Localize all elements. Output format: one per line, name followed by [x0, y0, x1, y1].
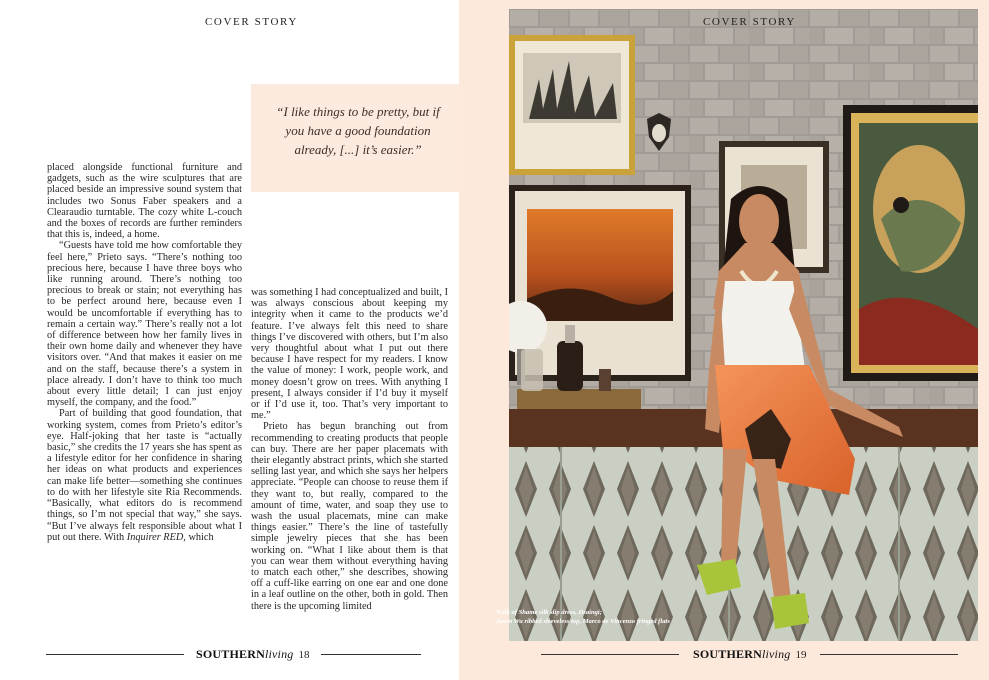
photo-illustration — [509, 9, 978, 641]
brand-bold: SOUTHERN — [693, 647, 762, 661]
article-column-2 — [251, 287, 448, 612]
magazine-brand — [196, 647, 293, 662]
publication-name: Inquirer RED — [126, 531, 184, 543]
brand-italic: living — [761, 647, 791, 661]
paragraph-text: Part of building that good foundation, that working system, comes from Prieto’s editor’s eye. Half-joking that her taste is “actually basic,” she credits the 17 years she has spent as a lifestyle editor for her confidence in sharing her ideas on what products and experiences can make life better—something she continues to do with her lifestyle site Ria Recommends. “Basically, what editors do is recommend things, so I’m not special that way,” she says. “But I’ve always felt responsible about what I put out there. With — [47, 408, 243, 543]
page-number: 18 — [298, 648, 310, 661]
left-page — [0, 0, 459, 680]
footer-rule — [321, 654, 421, 655]
brand-italic: living — [264, 647, 294, 661]
caption-line: Jason Wu ribbed sleeveless top, Marco de Vincenzo fringed flats — [496, 618, 670, 625]
right-page-header: COVER STORY — [703, 16, 796, 28]
left-page-footer — [46, 647, 421, 662]
page-number: 19 — [795, 648, 807, 661]
photo-caption — [496, 608, 736, 626]
footer-rule — [820, 654, 958, 655]
pull-quote: “I like things to be pretty, but if you have a good foundation already, [...] it’s easier.” — [276, 104, 440, 157]
framed-sketch — [509, 35, 635, 175]
right-page-footer — [541, 647, 958, 662]
paragraph: placed alongside functional furniture and gadgets, such as the wire sculptures that are placed beside an impressive sound system that includes two Sonus Faber speakers and a Clearaudio turntable. The cozy white L-couch and the boxes of records are further reminders that this is, indeed, a home. — [47, 162, 242, 241]
right-page — [459, 0, 989, 680]
brand-bold: SOUTHERN — [196, 647, 265, 661]
footer-rule — [46, 654, 184, 655]
paragraph — [47, 408, 242, 542]
left-page-header: COVER STORY — [205, 16, 298, 28]
paragraph-text: , which — [183, 531, 214, 543]
cover-photo — [509, 9, 978, 641]
footer-rule — [541, 654, 679, 655]
caption-line: Walk of Shame silk slip dress, Dzaingi; — [496, 609, 602, 616]
article-column-1 — [47, 162, 242, 543]
portrait-painting — [843, 105, 978, 381]
paragraph: Prieto has begun branching out from recommending to creating products that people can buy. There are her paper placemats with their elegantly abstract prints, which she started selling last year, and which she says her helpers appreciate. “People can choose to reuse them if they want to, but really, compared to the amount of time, water, and soap they use to wash the usual placemats, mine can make things easier.” There’s the line of tastefully simple jewelry pieces that she has been working on. “What I like about them is that you can wear them without everything having to match each other,” she describes, showing off a cuff-like earring on one ear and one done in a leaf outline on the other, both in gold. Then there is the upcoming limited — [251, 421, 448, 612]
magazine-brand — [693, 647, 790, 662]
pull-quote-box — [251, 84, 459, 192]
paragraph: was something I had conceptualized and built, I was always conscious about keeping my integrity when it came to the products we’d feature. I’ve always felt this need to share things I’ve discovered with others, but I’m also very thoughtful about what I put out there because I have respect for my readers. I know the value of money: I work, people work, and money doesn’t grow on trees. With anything I present, I always consider if I’d buy it myself or if I’d use it, too. That’s very important to me.” — [251, 287, 448, 422]
paragraph: “Guests have told me how comfortable they feel here,” Prieto says. “There’s nothing too precious here, because I have three boys who like running around. There’s nothing too precious to break or stain; not everything has to be perfect around here, because even I would be uncomfortable if everything has to remain a certain way.” There’s really not a lot of difference between how her family lives in their own home daily and whenever they have visitors over. “And that makes it easier on me and on the staff, because there’s a system in place already. I don’t have to think too much about every little detail; I can just enjoy myself, the company, and the food.” — [47, 240, 242, 409]
